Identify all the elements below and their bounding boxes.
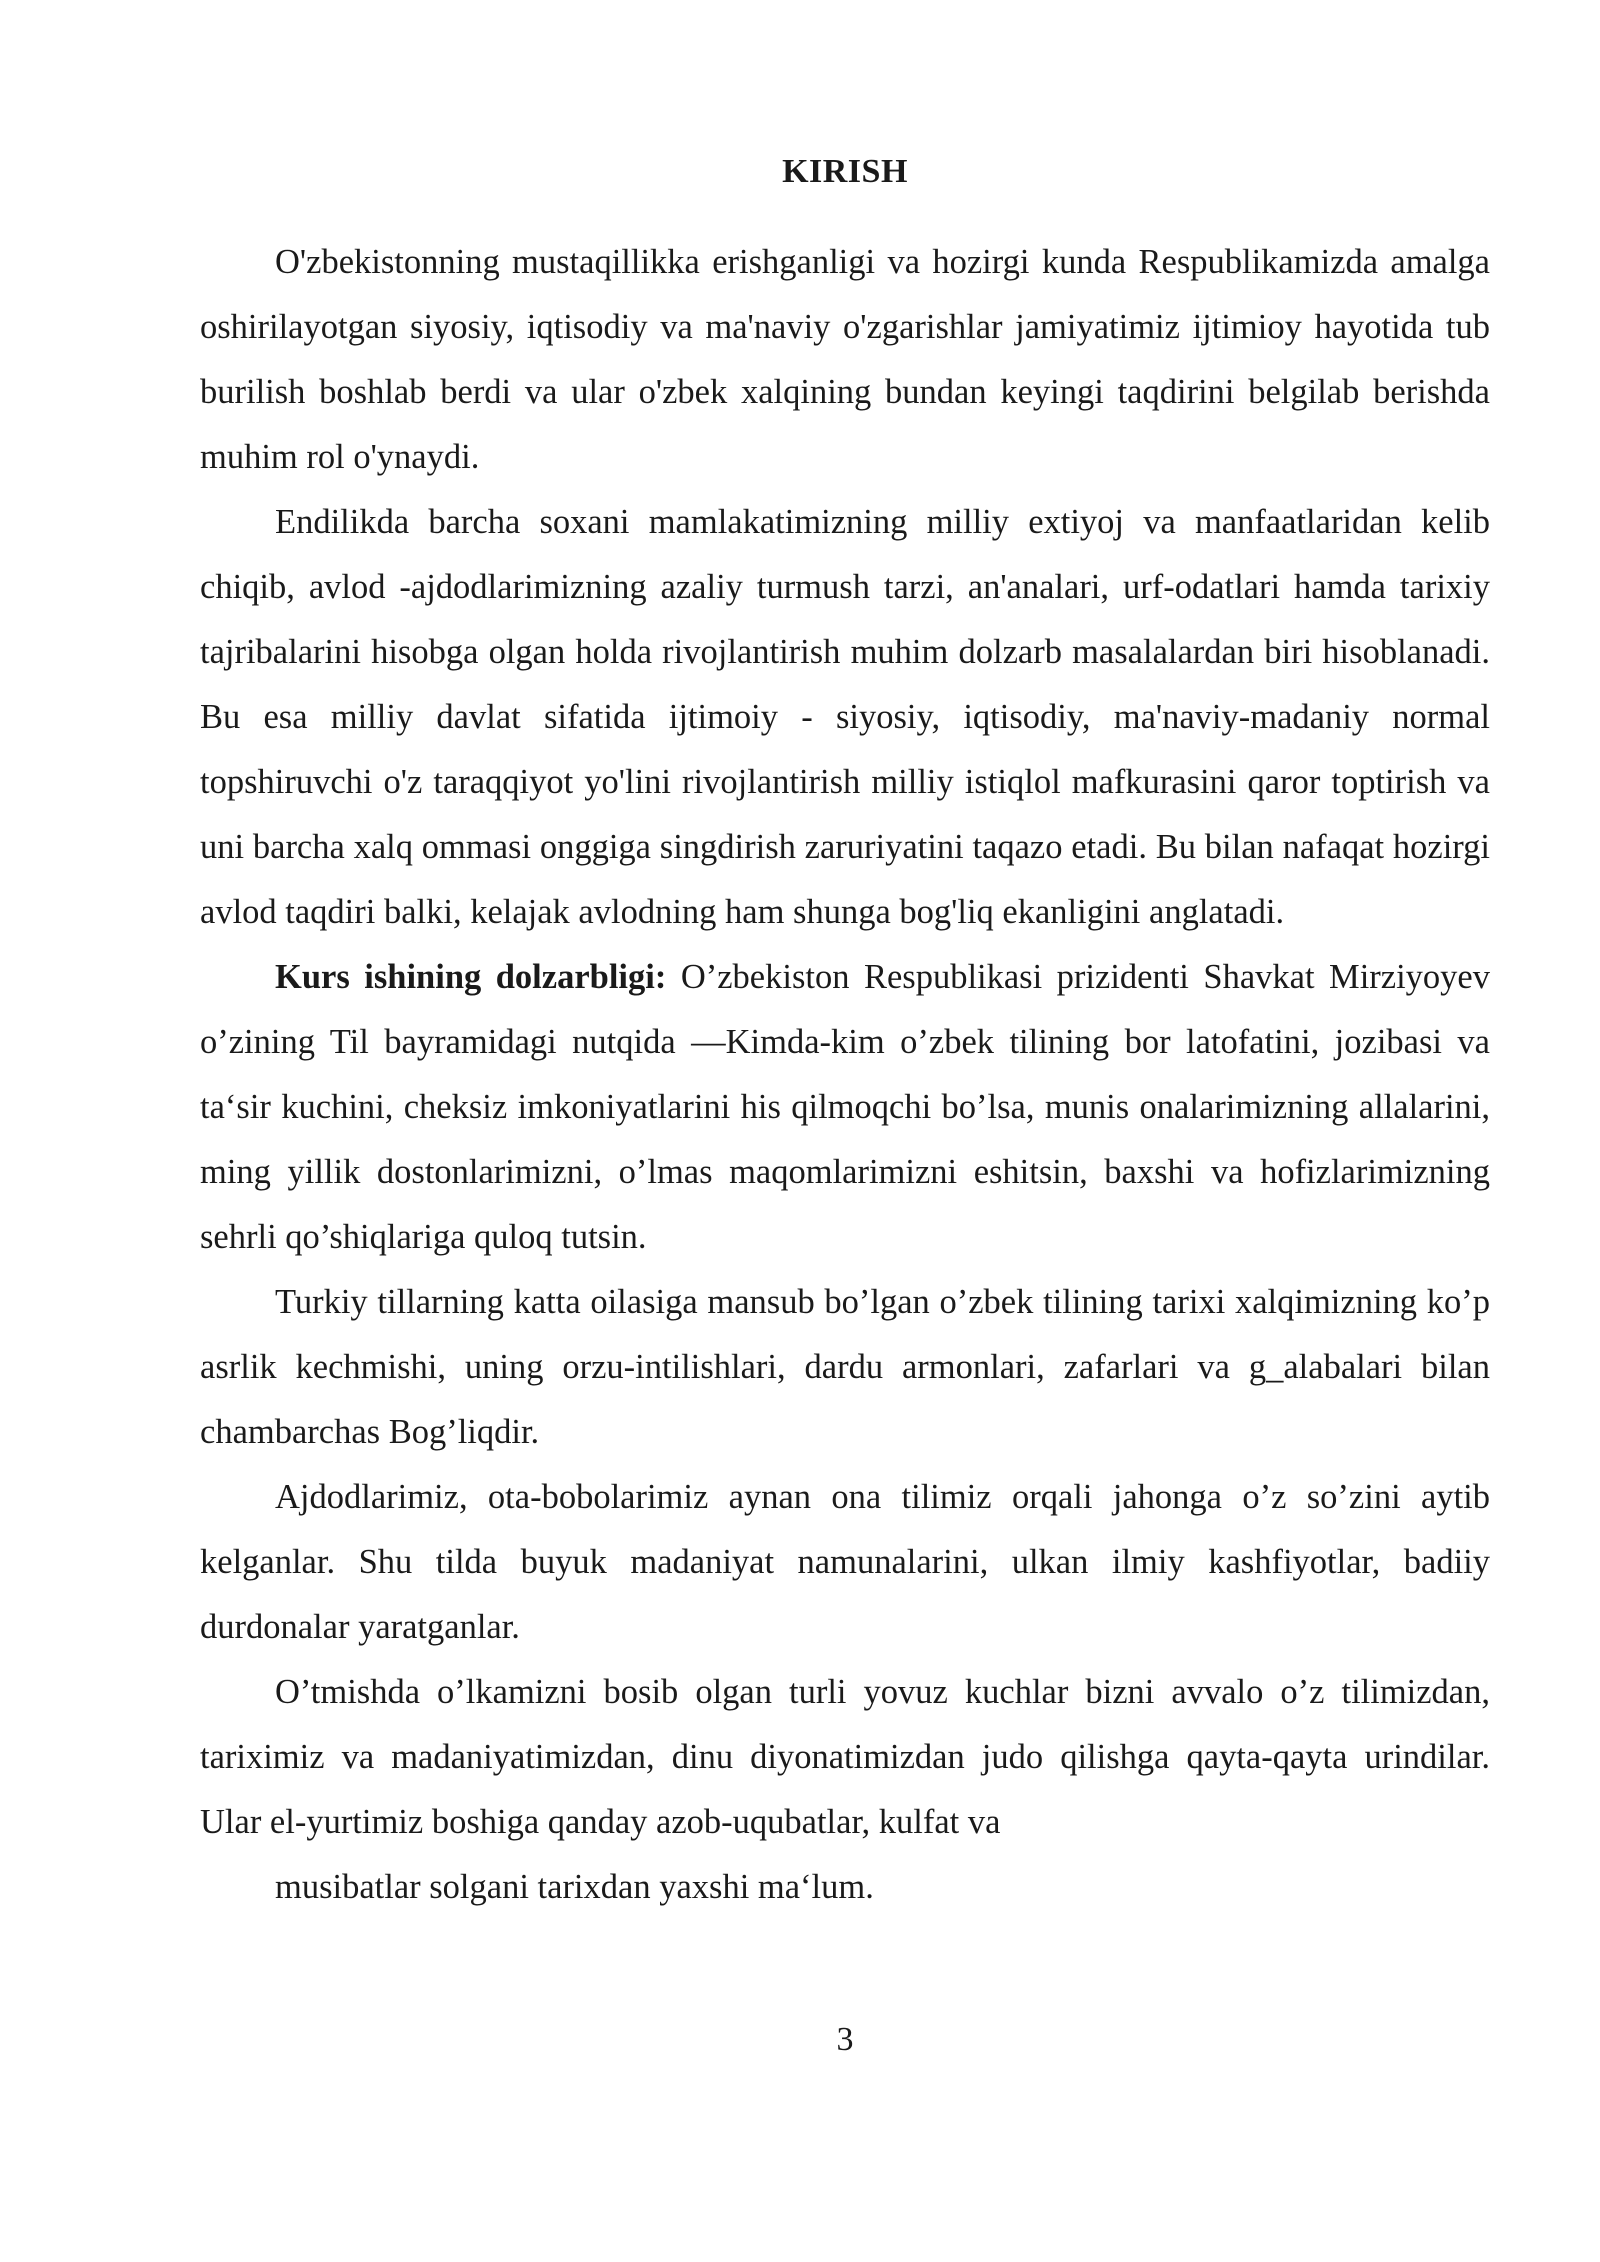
paragraph-1: O'zbekistonning mustaqillikka erishganligi va hozirgi kunda Respublikamizda amalga oshirilayotgan siyosiy, iqtisodiy va ma'naviy o'zgarishlar jamiyatimiz ijtimioy hayotida tub burilish boshlab berdi va ular o'zbek xalqining bundan keyingi taqdirini belgilab berishda muhim rol o'ynaydi. [200,243,1490,476]
paragraph-4: Turkiy tillarning katta oilasiga mansub bo’lgan o’zbek tilining tarixi xalqimizning ko’p asrlik kechmishi, uning orzu-intilishlari, dardu armonlari, zafarlari va g_alabalari bilan chambarchas Bog’liqdir. [200,1283,1490,1451]
relevance-text: O’zbekiston Respublikasi prizidenti Shavkat Mirziyoyev o’zining Til bayramidagi nutqida ―Kimda-kim o’zbek tilining bor latofatini, jozibasi va ta‘sir kuchini, cheksiz imkoniyatlarini his qilmoqchi bo’lsa, munis onalarimizning allalarini, ming yillik dostonlarimizni, o’lmas maqomlarimizni eshitsin, baxshi va hofizlarimizning sehrli qo’shiqlariga quloq tutsin. [200,958,1490,1256]
paragraph-5: Ajdodlarimiz, ota-bobolarimiz aynan ona tilimiz orqali jahonga o’z so’zini aytib kelganlar. Shu tilda buyuk madaniyat namunalarini, ulkan ilmiy kashfiyotlar, badiiy durdonalar yaratganlar. [200,1478,1490,1646]
relevance-label: Kurs ishining dolzarbligi: [275,958,667,996]
paragraph-6: O’tmishda o’lkamizni bosib olgan turli yovuz kuchlar bizni avvalo o’z tilimizdan, tariximiz va madaniyatimizdan, dinu diyonatimizdan judo qilishga qayta-qayta urindilar. Ular el-yurtimiz boshiga qanday azob-uqubatlar, kulfat va [200,1673,1490,1841]
paragraph-continuation: musibatlar solgani tarixdan yaxshi ma‘lum. [275,1868,874,1906]
paragraph-relevance [200,945,1490,1270]
page-number: 3 [836,2021,854,2058]
page-title: KIRISH [782,153,908,190]
text-body [200,230,1490,1920]
paragraph-2: Endilikda barcha soxani mamlakatimizning milliy extiyoj va manfaatlaridan kelib chiqib, avlod -ajdodlarimizning azaliy turmush tarzi, an'analari, urf-odatlari hamda tarixiy tajribalarini hisobga olgan holda rivojlantirish muhim dolzarb masalalardan biri hisoblanadi. Bu esa milliy davlat sifatida ijtimoiy - siyosiy, iqtisodiy, ma'naviy-madaniy normal topshiruvchi o'z taraqqiyot yo'lini rivojlantirish milliy istiqlol mafkurasini qaror toptirish va uni barcha xalq ommasi onggiga singdirish zaruriyatini taqazo etadi. Bu bilan nafaqat hozirgi avlod taqdiri balki, kelajak avlodning ham shunga bog'liq ekanligini anglatadi. [200,503,1490,931]
